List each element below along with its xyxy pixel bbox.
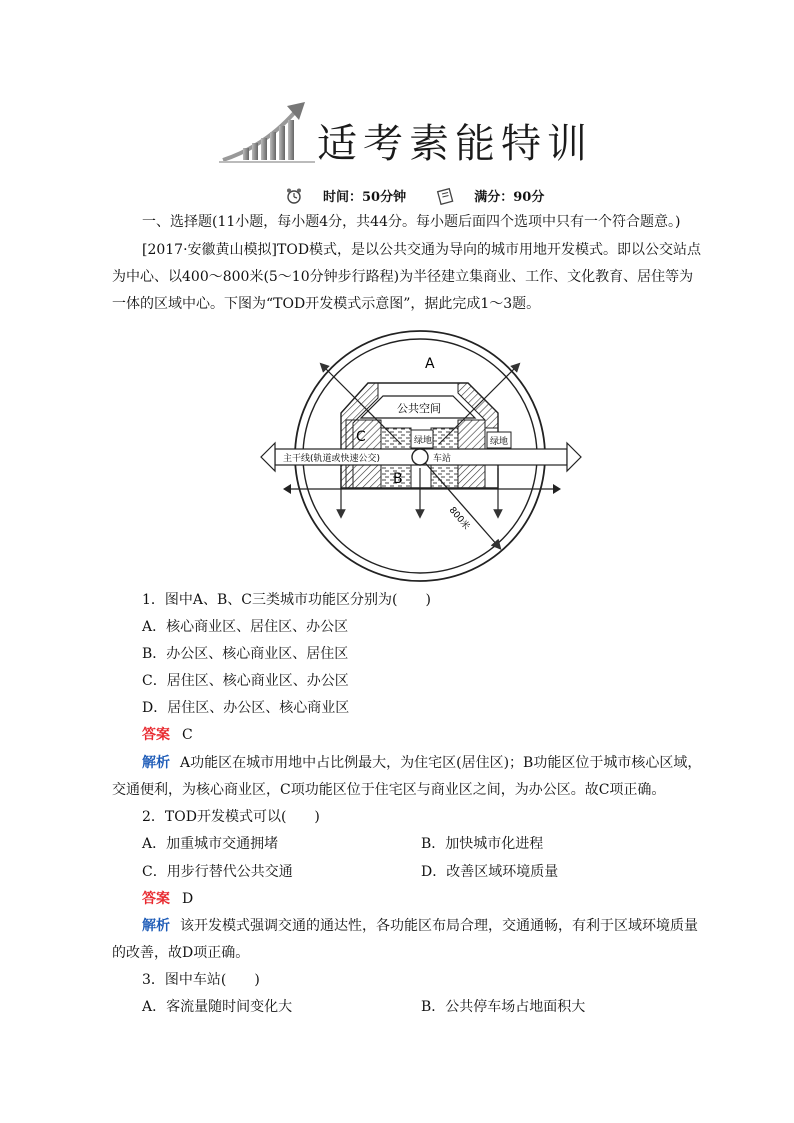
q1-option-d[interactable]: D．居住区、办公区、核心商业区 [142, 700, 350, 716]
q2-option-d[interactable]: D．改善区域环境质量 [421, 864, 559, 880]
station-marker [412, 449, 428, 465]
answer-value: D [182, 891, 194, 907]
q2-stem: 2．TOD开发模式可以( ) [142, 809, 320, 825]
exam-meta [285, 186, 544, 205]
label-public-space: 公共空间 [397, 402, 441, 415]
analysis-text: 该开发模式强调交通的通达性，各功能区布局合理，交通通畅，有利于区域环境质量 [180, 918, 698, 934]
tod-diagram [253, 328, 588, 583]
q3-option-b[interactable]: B．公共停车场占地面积大 [421, 999, 586, 1015]
label-green-1: 绿地 [414, 436, 433, 446]
q2-option-c[interactable]: C．用步行替代公共交通 [142, 864, 293, 880]
alarm-clock-icon [285, 187, 303, 205]
q3-stem: 3．图中车站( ) [142, 972, 260, 988]
label-a: A [425, 356, 435, 372]
q2-analysis-line-1 [142, 916, 698, 937]
q2-analysis-line-2: 的改善，故D项正确。 [112, 945, 250, 961]
intro-line-1: [2017·安徽黄山模拟]TOD模式，是以公共交通为导向的城市用地开发模式。即以公交站点 [142, 242, 702, 258]
section-heading: 一、选择题(11小题，每小题4分，共44分。每小题后面四个选项中只有一个符合题意。) [142, 214, 681, 230]
answer-label: 答案 [142, 891, 170, 907]
paper-icon [436, 187, 454, 205]
q3-option-a[interactable]: A．客流量随时间变化大 [142, 999, 293, 1015]
label-b: B [393, 471, 403, 487]
page-title: 适考素能特训 [317, 121, 593, 167]
intro-line-3: 一体的区域中心。下图为“TOD开发模式示意图”，据此完成1～3题。 [112, 296, 541, 312]
q1-option-a[interactable]: A．核心商业区、居住区、办公区 [142, 619, 349, 635]
exam-score: 满分：90分 [474, 190, 545, 205]
label-green-2: 绿地 [490, 437, 509, 447]
analysis-text: A功能区在城市用地中占比例最大，为住宅区(居住区)；B功能区位于城市核心区域， [180, 755, 702, 771]
label-radius: 800米 [446, 505, 472, 532]
q1-answer [142, 725, 193, 746]
q1-analysis-line-2: 交通便利，为核心商业区，C项功能区位于住宅区与商业区之间，为办公区。故C项正确。 [112, 782, 666, 798]
q2-answer [142, 889, 193, 910]
label-c: C [356, 429, 366, 445]
answer-value: C [182, 727, 193, 743]
q2-option-b[interactable]: B．加快城市化进程 [421, 836, 544, 852]
growth-chart-icon [215, 98, 325, 170]
title-banner [215, 98, 595, 170]
q1-stem: 1．图中A、B、C三类城市功能区分别为( ) [142, 592, 431, 608]
analysis-label: 解析 [142, 918, 170, 934]
q2-option-a[interactable]: A．加重城市交通拥堵 [142, 836, 279, 852]
label-main-line: 主干线(轨道或快速公交) [283, 454, 381, 464]
q1-analysis-line-1 [142, 753, 701, 774]
q1-option-b[interactable]: B．办公区、核心商业区、居住区 [142, 646, 349, 662]
q1-option-c[interactable]: C．居住区、核心商业区、办公区 [142, 673, 349, 689]
intro-line-2: 为中心、以400～800米(5～10分钟步行路程)为半径建立集商业、工作、文化教育、居住等为 [112, 269, 694, 285]
analysis-label: 解析 [142, 755, 170, 771]
exam-time: 时间：50分钟 [323, 190, 407, 205]
label-station: 车站 [433, 454, 452, 464]
answer-label: 答案 [142, 727, 170, 743]
